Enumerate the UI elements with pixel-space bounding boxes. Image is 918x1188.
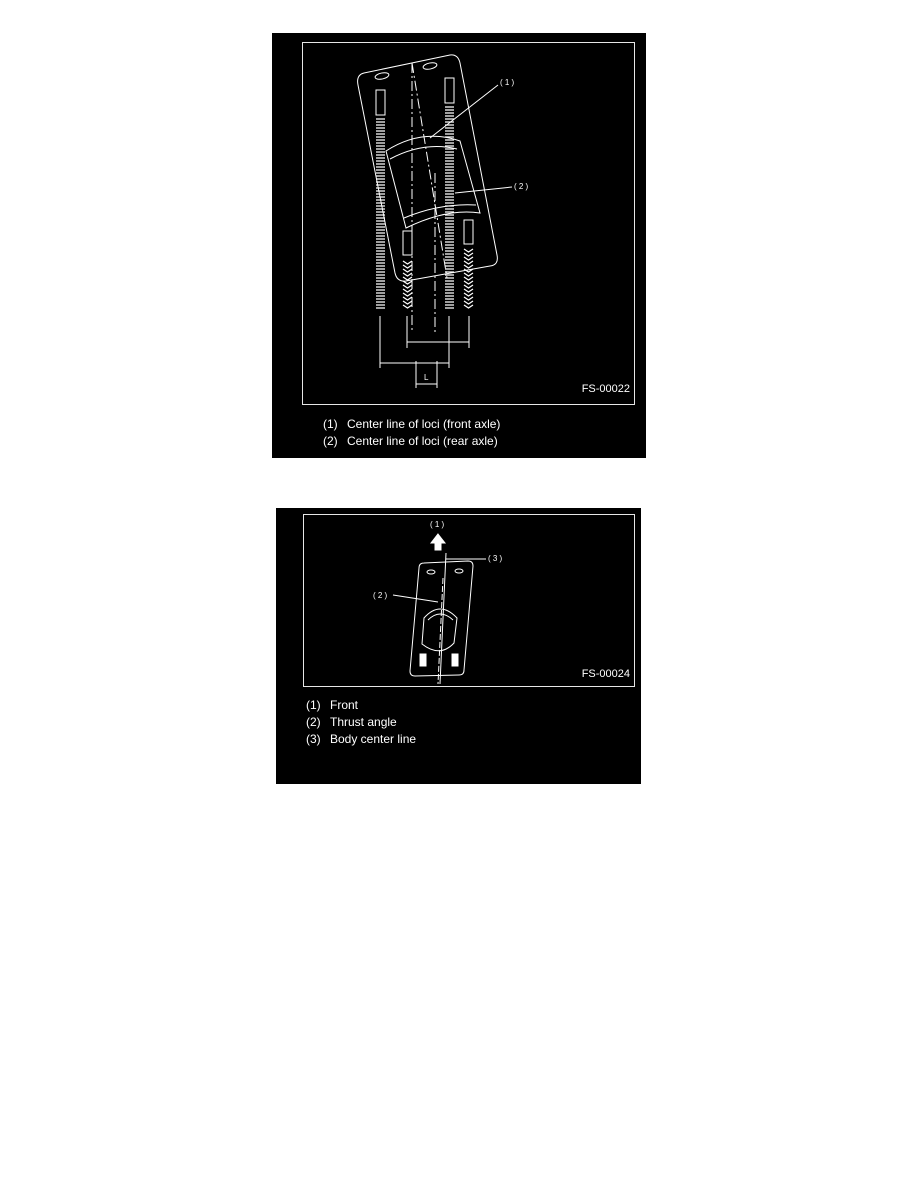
callout-1: ( 1 ) [500,78,515,87]
dimension-label-l: L [424,373,429,382]
body-hole-right [423,62,438,71]
legend-num: (1) [306,698,321,712]
figure-center-line-of-loci [272,33,646,458]
legend-num: (3) [306,732,321,746]
rear-left-track [403,261,412,308]
legend-num: (2) [323,434,338,448]
rear-right-track [464,249,473,308]
figure-code: FS-00024 [581,668,630,680]
legend-item [323,416,500,433]
leader-1 [430,85,498,138]
figure-thrust-angle [276,508,641,784]
front-arrow-icon [431,534,445,550]
front-right-wheel [445,78,454,103]
callout-2: ( 2 ) [373,591,388,600]
legend-text: Body center line [330,732,417,746]
leader-2 [393,595,438,602]
legend [323,416,500,450]
body-center-line [412,63,447,278]
legend-text: Center line of loci (front axle) [347,417,501,431]
vehicle-body-outline [358,55,498,281]
callout-2: ( 2 ) [514,182,529,191]
front-right-track [445,107,454,308]
legend-item [306,697,416,714]
callout-3: ( 3 ) [488,554,503,563]
body-hole-left [375,72,390,81]
rear-right-wheel [464,220,473,244]
windshield [428,614,453,620]
rear-left-wheel [420,654,426,666]
rear-window [404,205,476,218]
legend-item [323,433,500,450]
body-hole-right [455,569,463,573]
legend-item [306,714,416,731]
legend-text: Front [330,698,359,712]
legend-item [306,731,416,748]
legend [306,697,416,748]
cabin-outline [386,136,480,228]
body-hole-left [427,570,435,574]
front-left-wheel [376,90,385,115]
legend-num: (1) [323,417,338,431]
rear-right-wheel [452,654,458,666]
rear-left-wheel [403,231,412,255]
leader-2 [455,187,512,193]
legend-text: Thrust angle [330,715,397,729]
legend-text: Center line of loci (rear axle) [347,434,498,448]
legend-num: (2) [306,715,321,729]
figure-code: FS-00022 [581,383,630,395]
callout-1: ( 1 ) [430,520,445,529]
